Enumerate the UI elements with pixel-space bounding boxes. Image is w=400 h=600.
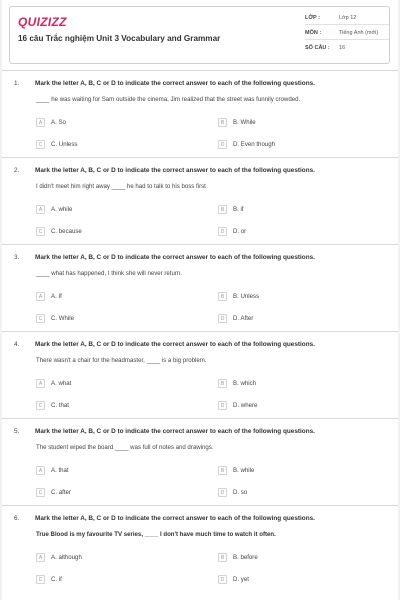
option-letter-box: A <box>36 466 45 475</box>
option-letter-box: A <box>36 292 45 301</box>
option-letter-box: A <box>36 118 45 127</box>
question-instruction: Mark the letter A, B, C or D to indicate the correct answer to each of the following questions. <box>35 515 315 522</box>
question-number: 6. <box>14 515 20 522</box>
option-letter-box: B <box>218 292 227 301</box>
option-letter-box: D <box>218 401 227 410</box>
section-divider <box>2 70 398 71</box>
section-divider <box>2 331 398 332</box>
question-instruction: Mark the letter A, B, C or D to indicate the correct answer to each of the following questions. <box>35 254 315 261</box>
option-label: B. before <box>233 554 258 561</box>
option-label: B. While <box>233 119 256 126</box>
option-label: A. that <box>51 467 69 474</box>
option-label: C. because <box>51 228 82 235</box>
option-letter-box: C <box>36 488 45 497</box>
meta-label: LỚP : <box>305 15 320 21</box>
option-label: D. or <box>233 228 247 235</box>
question-sentence: ____ what has happened, I think she will never return. <box>36 270 183 277</box>
option-letter-box: D <box>218 140 227 149</box>
question-sentence: ____ he was waiting for Sam outside the cinema, Jim realized that the street was funnily crowded. <box>36 96 301 103</box>
option-letter-box: D <box>218 575 227 584</box>
option-letter-box: B <box>218 553 227 562</box>
section-divider <box>2 418 398 419</box>
option-letter-box: B <box>218 118 227 127</box>
option-label: D. After <box>233 315 254 322</box>
option-letter-box: C <box>36 140 45 149</box>
worksheet-header <box>9 6 390 64</box>
option-letter-box: A <box>36 553 45 562</box>
meta-divider <box>305 24 389 25</box>
option-letter-box: C <box>36 227 45 236</box>
option-label: C. that <box>51 402 69 409</box>
meta-value: Tiếng Anh (mới) <box>339 30 379 36</box>
worksheet-page <box>2 0 398 600</box>
question-instruction: Mark the letter A, B, C or D to indicate the correct answer to each of the following questions. <box>35 341 315 348</box>
option-label: C. While <box>51 315 75 322</box>
option-label: C. Unless <box>51 141 78 148</box>
option-label: A. while <box>51 206 73 213</box>
question-number: 3. <box>14 254 20 261</box>
option-letter-box: D <box>218 314 227 323</box>
option-label: B. which <box>233 380 257 387</box>
option-letter-box: C <box>36 314 45 323</box>
meta-divider <box>305 39 389 40</box>
meta-value: Lớp 12 <box>339 15 357 21</box>
meta-value: 16 <box>339 45 346 51</box>
question-sentence: True Blood is my favourite TV series, ____ I don't have much time to watch it often. <box>36 531 276 538</box>
option-letter-box: C <box>36 401 45 410</box>
option-label: A. So <box>51 119 66 126</box>
option-letter-box: A <box>36 205 45 214</box>
option-label: B. while <box>233 467 255 474</box>
option-label: D. where <box>233 402 258 409</box>
worksheet-title: 16 câu Trắc nghiệm Unit 3 Vocabulary and Grammar <box>18 34 221 43</box>
option-letter-box: B <box>218 205 227 214</box>
meta-label: MÔN : <box>305 30 322 36</box>
question-instruction: Mark the letter A, B, C or D to indicate the correct answer to each of the following questions. <box>35 80 315 87</box>
question-sentence: The student wiped the board ____ was full of notes and drawings. <box>36 444 214 451</box>
section-divider <box>2 157 398 158</box>
question-sentence: I didn't meet him right away ____ he had to talk to his boss first <box>36 183 206 190</box>
section-divider <box>2 505 398 506</box>
option-letter-box: D <box>218 227 227 236</box>
section-divider <box>2 244 398 245</box>
option-letter-box: B <box>218 379 227 388</box>
option-label: A. although <box>51 554 82 561</box>
option-letter-box: D <box>218 488 227 497</box>
question-instruction: Mark the letter A, B, C or D to indicate the correct answer to each of the following questions. <box>35 428 315 435</box>
question-number: 5. <box>14 428 20 435</box>
option-label: D. so <box>233 489 248 496</box>
option-letter-box: C <box>36 575 45 584</box>
option-label: C. after <box>51 489 71 496</box>
option-label: B. Unless <box>233 293 260 300</box>
question-sentence: There wasn't a chair for the headmaster, ____ is a big problem. <box>36 357 207 364</box>
option-label: A. what <box>51 380 72 387</box>
question-number: 2. <box>14 167 20 174</box>
question-number: 4. <box>14 341 20 348</box>
option-label: D. yet <box>233 576 249 583</box>
option-letter-box: B <box>218 466 227 475</box>
option-label: C. if <box>51 576 62 583</box>
option-label: D. Even though <box>233 141 276 148</box>
quizizz-logo: QUIZIZZ <box>18 15 67 29</box>
option-label: B. if <box>233 206 244 213</box>
question-instruction: Mark the letter A, B, C or D to indicate the correct answer to each of the following questions. <box>35 167 315 174</box>
option-letter-box: A <box>36 379 45 388</box>
option-label: A. If <box>51 293 62 300</box>
meta-label: SỐ CÂU : <box>305 45 330 51</box>
question-number: 1. <box>14 80 20 87</box>
